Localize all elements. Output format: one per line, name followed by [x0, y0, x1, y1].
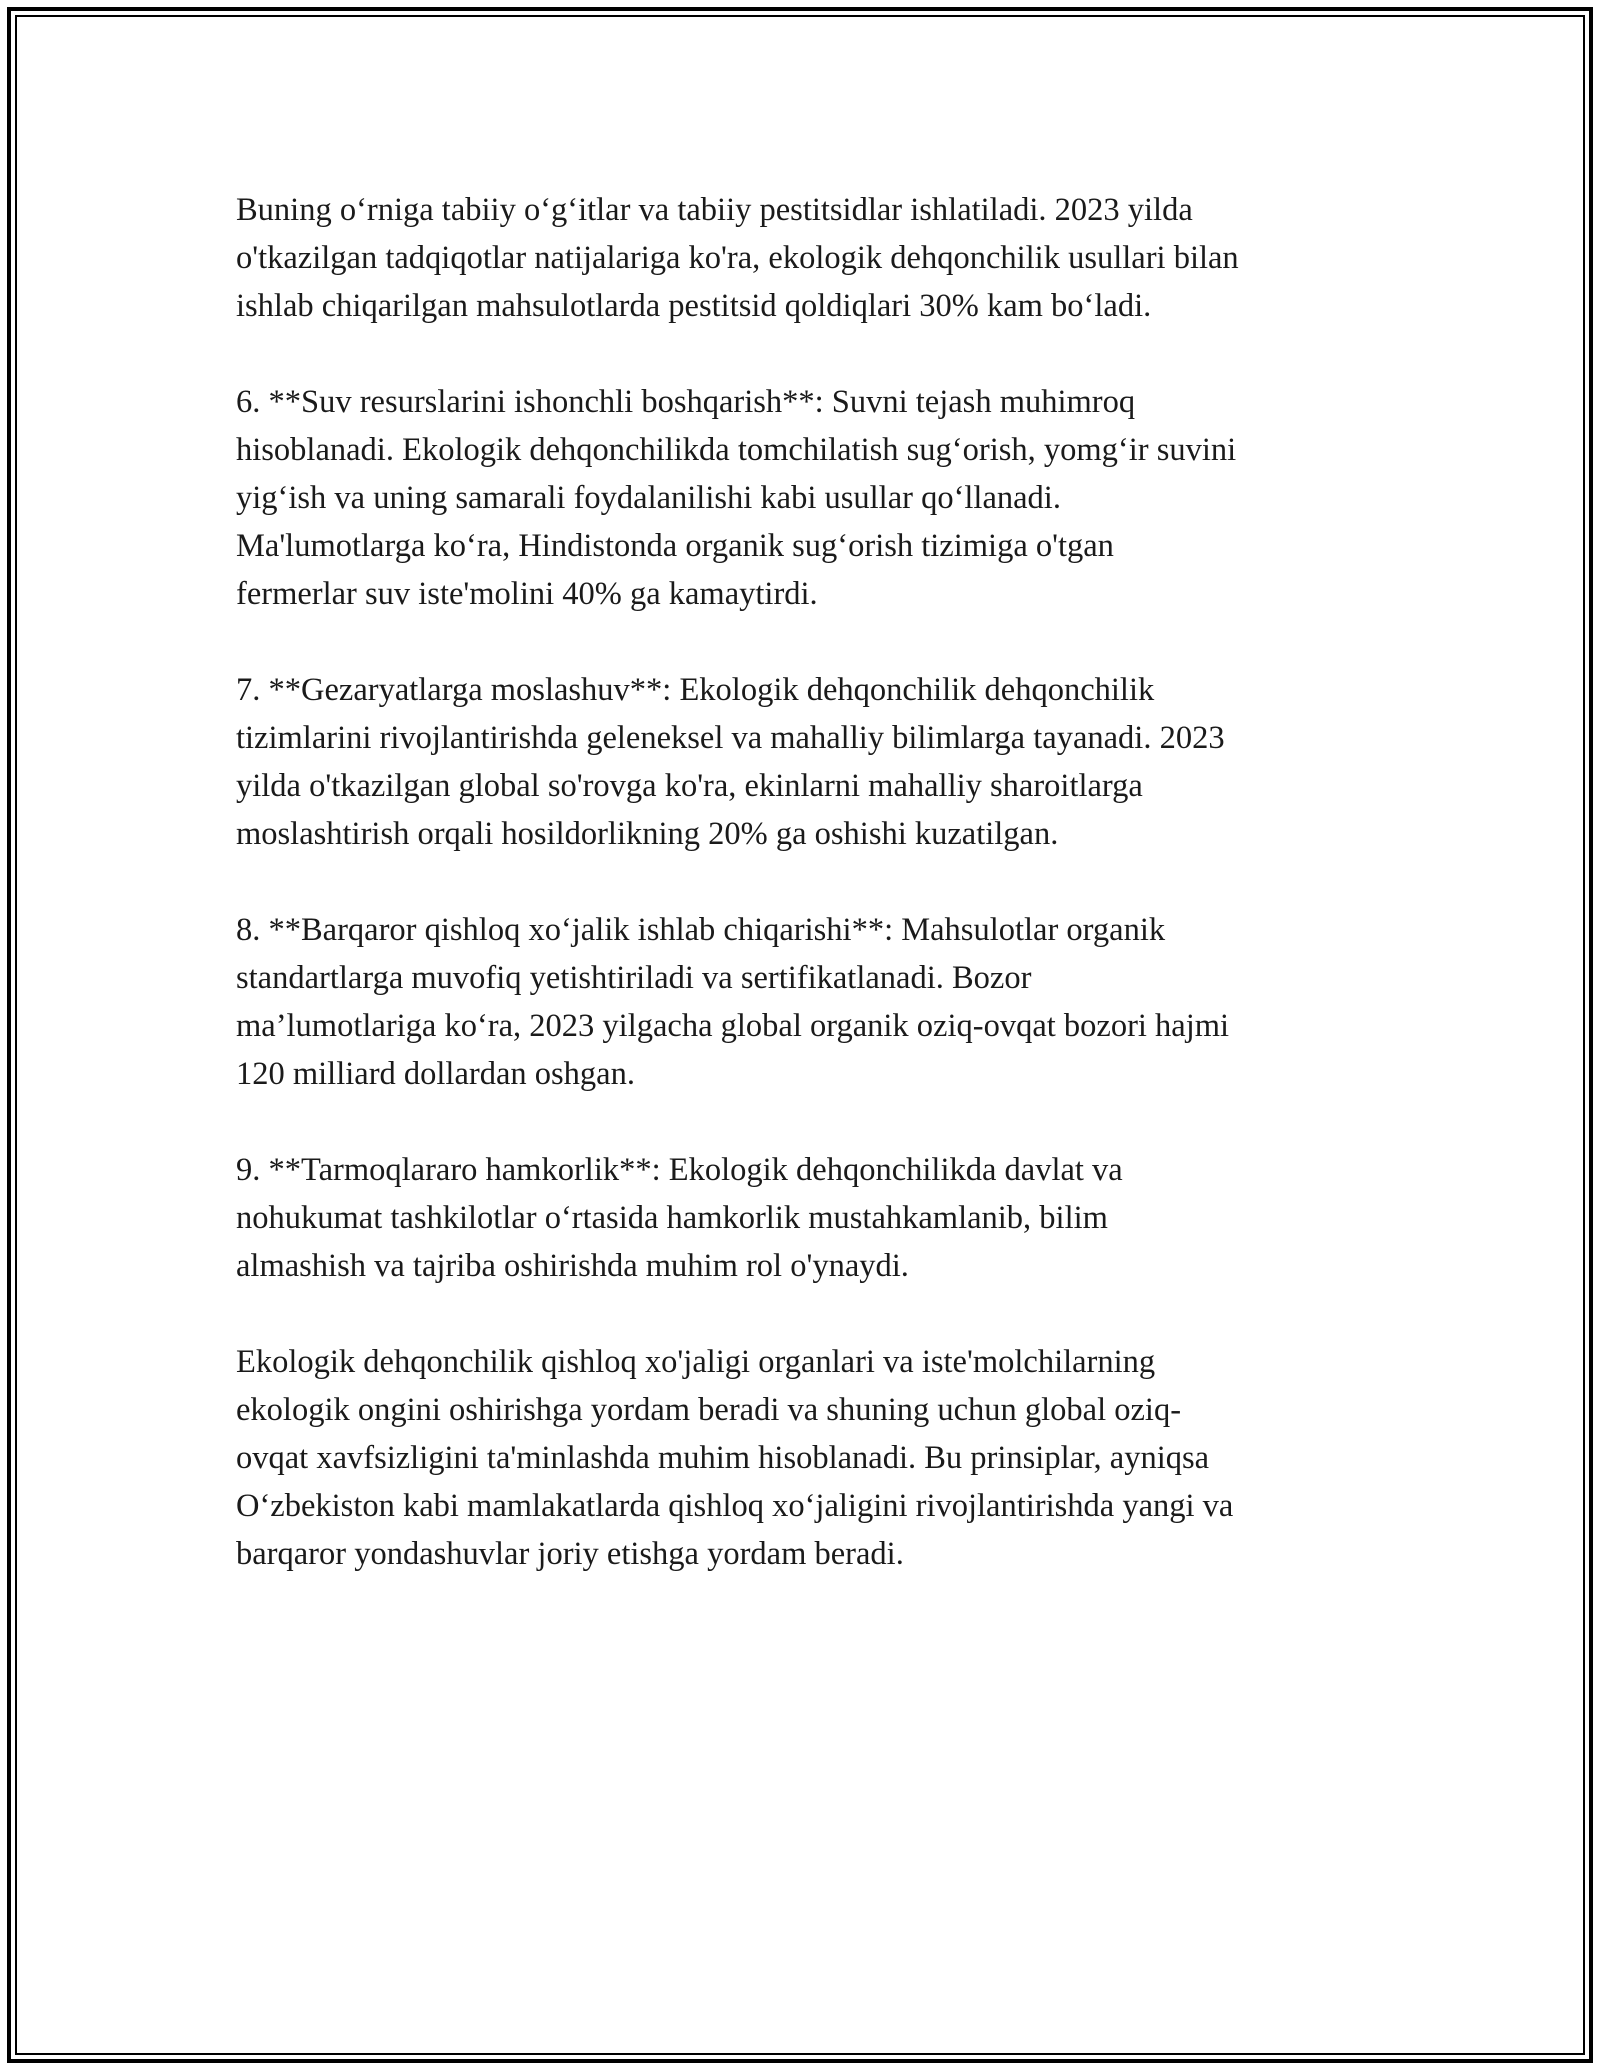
- paragraph-conclusion: [236, 1338, 1386, 1578]
- text-line: Buning o‘rniga tabiiy o‘g‘itlar va tabiiy pestitsidlar ishlatiladi. 2023 yilda: [236, 192, 1193, 228]
- text-line: barqaror yondashuvlar joriy etishga yordam beradi.: [236, 1536, 904, 1572]
- text-line: yig‘ish va uning samarali foydalanilishi kabi usullar qo‘llanadi.: [236, 480, 1061, 516]
- text-line: 7. **Gezaryatlarga moslashuv**: Ekologik dehqonchilik dehqonchilik: [236, 672, 1155, 708]
- text-line: O‘zbekiston kabi mamlakatlarda qishloq xo‘jaligini rivojlantirishda yangi va: [236, 1488, 1234, 1524]
- paragraph-item-8-production: [236, 906, 1386, 1098]
- text-line: yilda o'tkazilgan global so'rovga ko'ra, ekinlarni mahalliy sharoitlarga: [236, 768, 1143, 804]
- text-line: almashish va tajriba oshirishda muhim rol o'ynaydi.: [236, 1248, 909, 1284]
- text-line: tizimlarini rivojlantirishda geleneksel va mahalliy bilimlarga tayanadi. 2023: [236, 720, 1225, 756]
- text-line: nohukumat tashkilotlar o‘rtasida hamkorlik mustahkamlanib, bilim: [236, 1200, 1108, 1236]
- text-line: 9. **Tarmoqlararo hamkorlik**: Ekologik dehqonchilikda davlat va: [236, 1152, 1123, 1188]
- paragraph-pesticides: [236, 186, 1386, 330]
- paragraph-item-7-adaptation: [236, 666, 1386, 858]
- text-line: 120 milliard dollardan oshgan.: [236, 1056, 635, 1092]
- text-line: Ma'lumotlarga ko‘ra, Hindistonda organik sug‘orish tizimiga o'tgan: [236, 528, 1114, 564]
- text-line: 8. **Barqaror qishloq xo‘jalik ishlab chiqarishi**: Mahsulotlar organik: [236, 912, 1166, 948]
- text-line: ma’lumotlariga ko‘ra, 2023 yilgacha global organik oziq-ovqat bozori hajmi: [236, 1008, 1230, 1044]
- paragraph-item-6-water: [236, 378, 1386, 618]
- text-line: fermerlar suv iste'molini 40% ga kamaytirdi.: [236, 576, 818, 612]
- text-line: ekologik ongini oshirishga yordam beradi va shuning uchun global oziq-: [236, 1392, 1182, 1428]
- text-line: standartlarga muvofiq yetishtiriladi va sertifikatlanadi. Bozor: [236, 960, 1032, 996]
- text-line: ovqat xavfsizligini ta'minlashda muhim hisoblanadi. Bu prinsiplar, ayniqsa: [236, 1440, 1210, 1476]
- text-line: Ekologik dehqonchilik qishloq xo'jaligi organlari va iste'molchilarning: [236, 1344, 1156, 1380]
- text-line: 6. **Suv resurslarini ishonchli boshqarish**: Suvni tejash muhimroq: [236, 384, 1136, 420]
- text-line: ishlab chiqarilgan mahsulotlarda pestitsid qoldiqlari 30% kam bo‘ladi.: [236, 288, 1152, 324]
- document-body: [236, 186, 1386, 1626]
- text-line: moslashtirish orqali hosildorlikning 20% ga oshishi kuzatilgan.: [236, 816, 1059, 852]
- text-line: hisoblanadi. Ekologik dehqonchilikda tomchilatish sug‘orish, yomg‘ir suvini: [236, 432, 1237, 468]
- paragraph-item-9-cooperation: [236, 1146, 1386, 1290]
- text-line: o'tkazilgan tadqiqotlar natijalariga ko'ra, ekologik dehqonchilik usullari bilan: [236, 240, 1239, 276]
